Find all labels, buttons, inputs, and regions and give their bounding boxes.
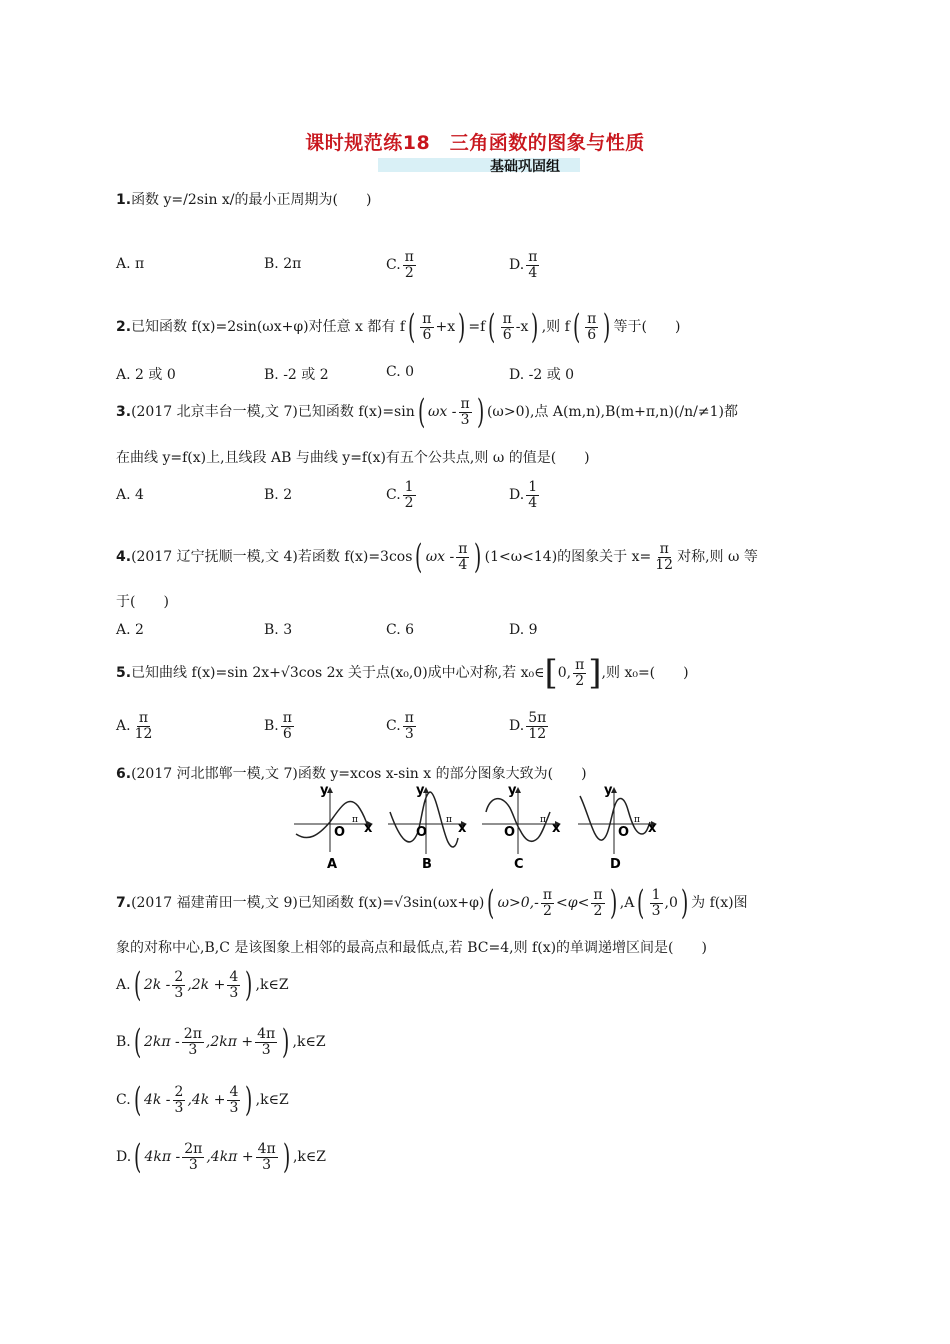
pi-label: π [634, 815, 640, 825]
paren: ( [133, 1080, 141, 1120]
paren: ) [474, 537, 482, 577]
question-6 [116, 764, 587, 784]
answer-graphs [290, 782, 670, 872]
paren: ( [572, 307, 581, 347]
expr: ,k∈Z [292, 1034, 326, 1050]
denominator: 2 [593, 902, 603, 919]
paren: ( [417, 392, 426, 432]
question-4-line2: 于( ) [116, 594, 169, 610]
option-b: B. 2 [264, 487, 293, 503]
denominator: 2 [542, 902, 552, 919]
question-number: 1. [116, 192, 132, 208]
fraction [227, 1085, 240, 1115]
denominator: 12 [528, 725, 547, 742]
axis-x-label: x [552, 821, 561, 836]
paren: ( [133, 1022, 142, 1062]
numerator: π [502, 310, 512, 327]
question-number: 5. [116, 665, 132, 681]
question-text: 已知函数 f(x)=2sin(ωx+φ)对任意 x 都有 f [131, 319, 406, 335]
question-1 [116, 190, 371, 210]
option-d [509, 711, 550, 741]
denominator: 4 [528, 494, 538, 511]
fraction [459, 397, 472, 427]
option-label: D. [116, 1149, 132, 1165]
question-text: (1<ω<14)的图象关于 x= [484, 549, 652, 565]
expr: ωx - [425, 549, 455, 565]
fraction [420, 312, 433, 342]
option-d [116, 1137, 326, 1177]
option-label: D. [509, 257, 525, 274]
expr: 0, [557, 665, 572, 681]
option-b [116, 1022, 326, 1062]
denominator: 4 [458, 556, 468, 573]
fraction [526, 711, 548, 741]
origin-label: O [334, 825, 346, 840]
question-text: 等于( ) [613, 319, 681, 335]
expr: ωx - [428, 404, 457, 420]
origin-label: O [504, 825, 516, 840]
graph-label-a: A [327, 857, 338, 872]
option-c [116, 1080, 289, 1120]
denominator: 12 [134, 725, 153, 742]
axis-x-label: x [458, 821, 467, 836]
numerator: 4 [229, 1083, 239, 1100]
fraction [182, 1027, 204, 1057]
section-heading: 基础巩固组 [490, 159, 560, 175]
expr: 4kπ - [144, 1149, 181, 1165]
numerator: 2 [174, 1083, 184, 1100]
paren: ) [282, 1022, 290, 1062]
paren: ) [245, 1080, 253, 1120]
paren: ( [133, 965, 141, 1005]
numerator: π [593, 886, 603, 903]
numerator: π [659, 540, 669, 557]
option-label: D. [509, 718, 525, 735]
graph-d [578, 783, 657, 872]
denominator: 2 [404, 494, 414, 511]
numerator: 2π [184, 1140, 203, 1157]
denominator: 6 [587, 326, 597, 343]
fraction [573, 658, 586, 688]
bracket: ] [588, 653, 602, 693]
paren: ) [245, 965, 253, 1005]
pi-label: π [540, 815, 546, 825]
denominator: 3 [229, 1099, 239, 1116]
paren: ( [637, 883, 645, 923]
question-3-line2: 在曲线 y=f(x)上,且线段 AB 与曲线 y=f(x)有五个公共点,则 ω 的值是( ) [116, 450, 590, 466]
numerator: 2 [174, 968, 184, 985]
numerator: π [458, 540, 468, 557]
fraction [541, 888, 554, 918]
expr: -x [515, 319, 529, 335]
option-d [509, 480, 541, 510]
expr: ,则 f [541, 319, 570, 335]
question-text: 函数 y=/2sin x/的最小正周期为( ) [131, 192, 372, 208]
question-3 [116, 392, 738, 432]
question-2 [116, 307, 681, 347]
fraction [173, 1085, 186, 1115]
option-label: A. [116, 718, 131, 735]
numerator: π [404, 710, 414, 726]
numerator: π [528, 249, 538, 265]
option-label: B. [264, 718, 279, 735]
numerator: 4 [229, 968, 239, 985]
expr: +x [435, 319, 456, 335]
graph-c [482, 783, 561, 872]
fraction [256, 1142, 278, 1172]
fraction [650, 888, 663, 918]
fraction [255, 1027, 277, 1057]
option-d [509, 250, 541, 280]
fraction [133, 711, 155, 741]
expr: ,4k + [187, 1092, 226, 1108]
question-4 [116, 537, 758, 577]
denominator: 3 [262, 1156, 272, 1173]
fraction [182, 1142, 204, 1172]
expr: 2k - [143, 977, 171, 993]
expr: 4k - [143, 1092, 171, 1108]
axis-y-label: y [604, 783, 613, 798]
question-text: (2017 河北邯郸一模,文 7)函数 y=xcos x-sin x 的部分图象大致为( ) [131, 766, 587, 782]
fraction [526, 480, 539, 510]
option-c: C. 6 [386, 622, 415, 638]
option-d: D. -2 或 0 [509, 367, 575, 383]
numerator: 4π [257, 1140, 276, 1157]
option-label: D. [509, 487, 525, 504]
question-text: (2017 北京丰台一模,文 7)已知函数 f(x)=sin [131, 404, 415, 420]
axis-x-label: x [364, 821, 373, 836]
denominator: 3 [174, 1099, 184, 1116]
paren: ) [476, 392, 484, 432]
denominator: 2 [404, 264, 414, 281]
question-number: 7. [116, 895, 132, 911]
paren: ( [488, 307, 496, 347]
fraction [456, 542, 469, 572]
option-b: B. -2 或 2 [264, 367, 329, 383]
paren: ) [458, 307, 466, 347]
option-c: C. 0 [386, 364, 415, 380]
paren: ) [680, 883, 689, 923]
option-a: A. 4 [116, 487, 144, 503]
numerator: π [404, 249, 414, 265]
option-a [116, 965, 289, 1005]
option-label: C. [386, 718, 401, 735]
numerator: 1 [404, 479, 414, 495]
expr: ,k∈Z [255, 977, 289, 993]
bracket: [ [544, 653, 558, 693]
origin-label: O [416, 825, 428, 840]
expr: ,k∈Z [255, 1092, 289, 1108]
numerator: π [587, 310, 597, 327]
fraction [403, 711, 416, 741]
option-c [386, 250, 418, 280]
numerator: π [422, 310, 432, 327]
question-text: ,则 x₀=( ) [601, 665, 689, 681]
option-label: C. [386, 257, 401, 274]
page-title: 课时规范练18 三角函数的图象与性质 [305, 132, 645, 154]
expr: ,A [619, 895, 635, 911]
numerator: π [460, 395, 470, 412]
paren: ) [531, 307, 539, 347]
origin-label: O [618, 825, 630, 840]
expr: <φ< [556, 895, 590, 911]
option-label: C. [116, 1092, 131, 1108]
fraction [172, 970, 185, 1000]
expr: ,2kπ + [205, 1034, 254, 1050]
fraction [501, 312, 514, 342]
option-a: A. 2 [116, 622, 144, 638]
expr: =f [468, 319, 486, 335]
question-text: (ω>0),点 A(m,n),B(m+π,n)(/n/≠1)都 [486, 404, 738, 420]
denominator: 3 [651, 902, 661, 919]
denominator: 3 [188, 1156, 198, 1173]
graph-label-d: D [610, 857, 621, 872]
numerator: π [282, 710, 292, 726]
denominator: 12 [655, 556, 674, 573]
axis-x-label: x [648, 821, 657, 836]
denominator: 4 [528, 264, 538, 281]
graph-label-b: B [422, 857, 432, 872]
option-a [116, 711, 156, 741]
expr: ,k∈Z [292, 1149, 326, 1165]
numerator: π [542, 886, 553, 903]
graph-b [388, 783, 467, 872]
expr: ,0 [664, 895, 678, 911]
option-a: A. 2 或 0 [116, 367, 176, 383]
numerator: π [138, 710, 149, 726]
option-label: A. [116, 977, 131, 993]
expr: ,2k + [187, 977, 226, 993]
paren: ) [609, 883, 617, 923]
denominator: 3 [174, 984, 184, 1001]
denominator: 3 [261, 1041, 271, 1058]
denominator: 3 [460, 411, 470, 428]
question-7 [116, 883, 748, 923]
option-a: A. π [116, 256, 145, 272]
paren: ( [415, 537, 423, 577]
numerator: 4π [257, 1025, 276, 1042]
denominator: 6 [282, 725, 292, 742]
pi-label: π [352, 815, 358, 825]
axis-y-label: y [508, 783, 517, 798]
numerator: 1 [651, 886, 661, 903]
numerator: 1 [528, 479, 538, 495]
axis-y-label: y [320, 783, 329, 798]
numerator: 5π [528, 710, 547, 726]
fraction [227, 970, 240, 1000]
denominator: 3 [404, 725, 414, 742]
question-text: 对称,则 ω 等 [677, 549, 758, 565]
paren: ) [282, 1137, 290, 1177]
paren: ) [603, 307, 611, 347]
axis-y-label: y [416, 783, 425, 798]
option-label: C. [386, 487, 401, 504]
question-number: 6. [116, 766, 132, 782]
expr: ω>0,- [497, 895, 539, 911]
fraction [591, 888, 604, 918]
option-label: B. [116, 1034, 131, 1050]
denominator: 3 [188, 1041, 198, 1058]
fraction [526, 250, 539, 280]
paren: ( [134, 1137, 142, 1177]
graph-label-c: C [514, 857, 524, 872]
question-number: 2. [116, 319, 132, 335]
question-text: 为 f(x)图 [691, 895, 748, 911]
paren: ( [408, 307, 416, 347]
option-b: B. 2π [264, 256, 302, 272]
option-b [264, 711, 296, 741]
numerator: π [575, 656, 585, 673]
numerator: 2π [183, 1025, 202, 1042]
question-number: 3. [116, 404, 132, 420]
expr: 2kπ - [144, 1034, 180, 1050]
question-5 [116, 653, 689, 693]
denominator: 2 [575, 672, 585, 689]
fraction [281, 711, 294, 741]
option-d: D. 9 [509, 622, 538, 638]
expr: ,4kπ + [206, 1149, 254, 1165]
fraction [653, 542, 675, 572]
fraction [403, 480, 416, 510]
question-text: (2017 辽宁抚顺一模,文 4)若函数 f(x)=3cos [131, 549, 413, 565]
question-text: (2017 福建莆田一模,文 9)已知函数 f(x)=√3sin(ωx+φ) [131, 895, 485, 911]
option-c [386, 711, 418, 741]
paren: ( [487, 883, 495, 923]
option-c [386, 480, 418, 510]
question-7-line2: 象的对称中心,B,C 是该图象上相邻的最高点和最低点,若 BC=4,则 f(x)的单调递增区间是( ) [116, 940, 707, 956]
question-number: 4. [116, 549, 132, 565]
denominator: 6 [422, 326, 432, 343]
denominator: 3 [229, 984, 239, 1001]
option-b: B. 3 [264, 622, 293, 638]
fraction [403, 250, 416, 280]
graph-a [294, 783, 373, 872]
denominator: 6 [502, 326, 512, 343]
question-text: 已知曲线 f(x)=sin 2x+√3cos 2x 关于点(x₀,0)成中心对称,若 x₀∈ [131, 665, 545, 681]
fraction [585, 312, 598, 342]
pi-label: π [446, 815, 452, 825]
